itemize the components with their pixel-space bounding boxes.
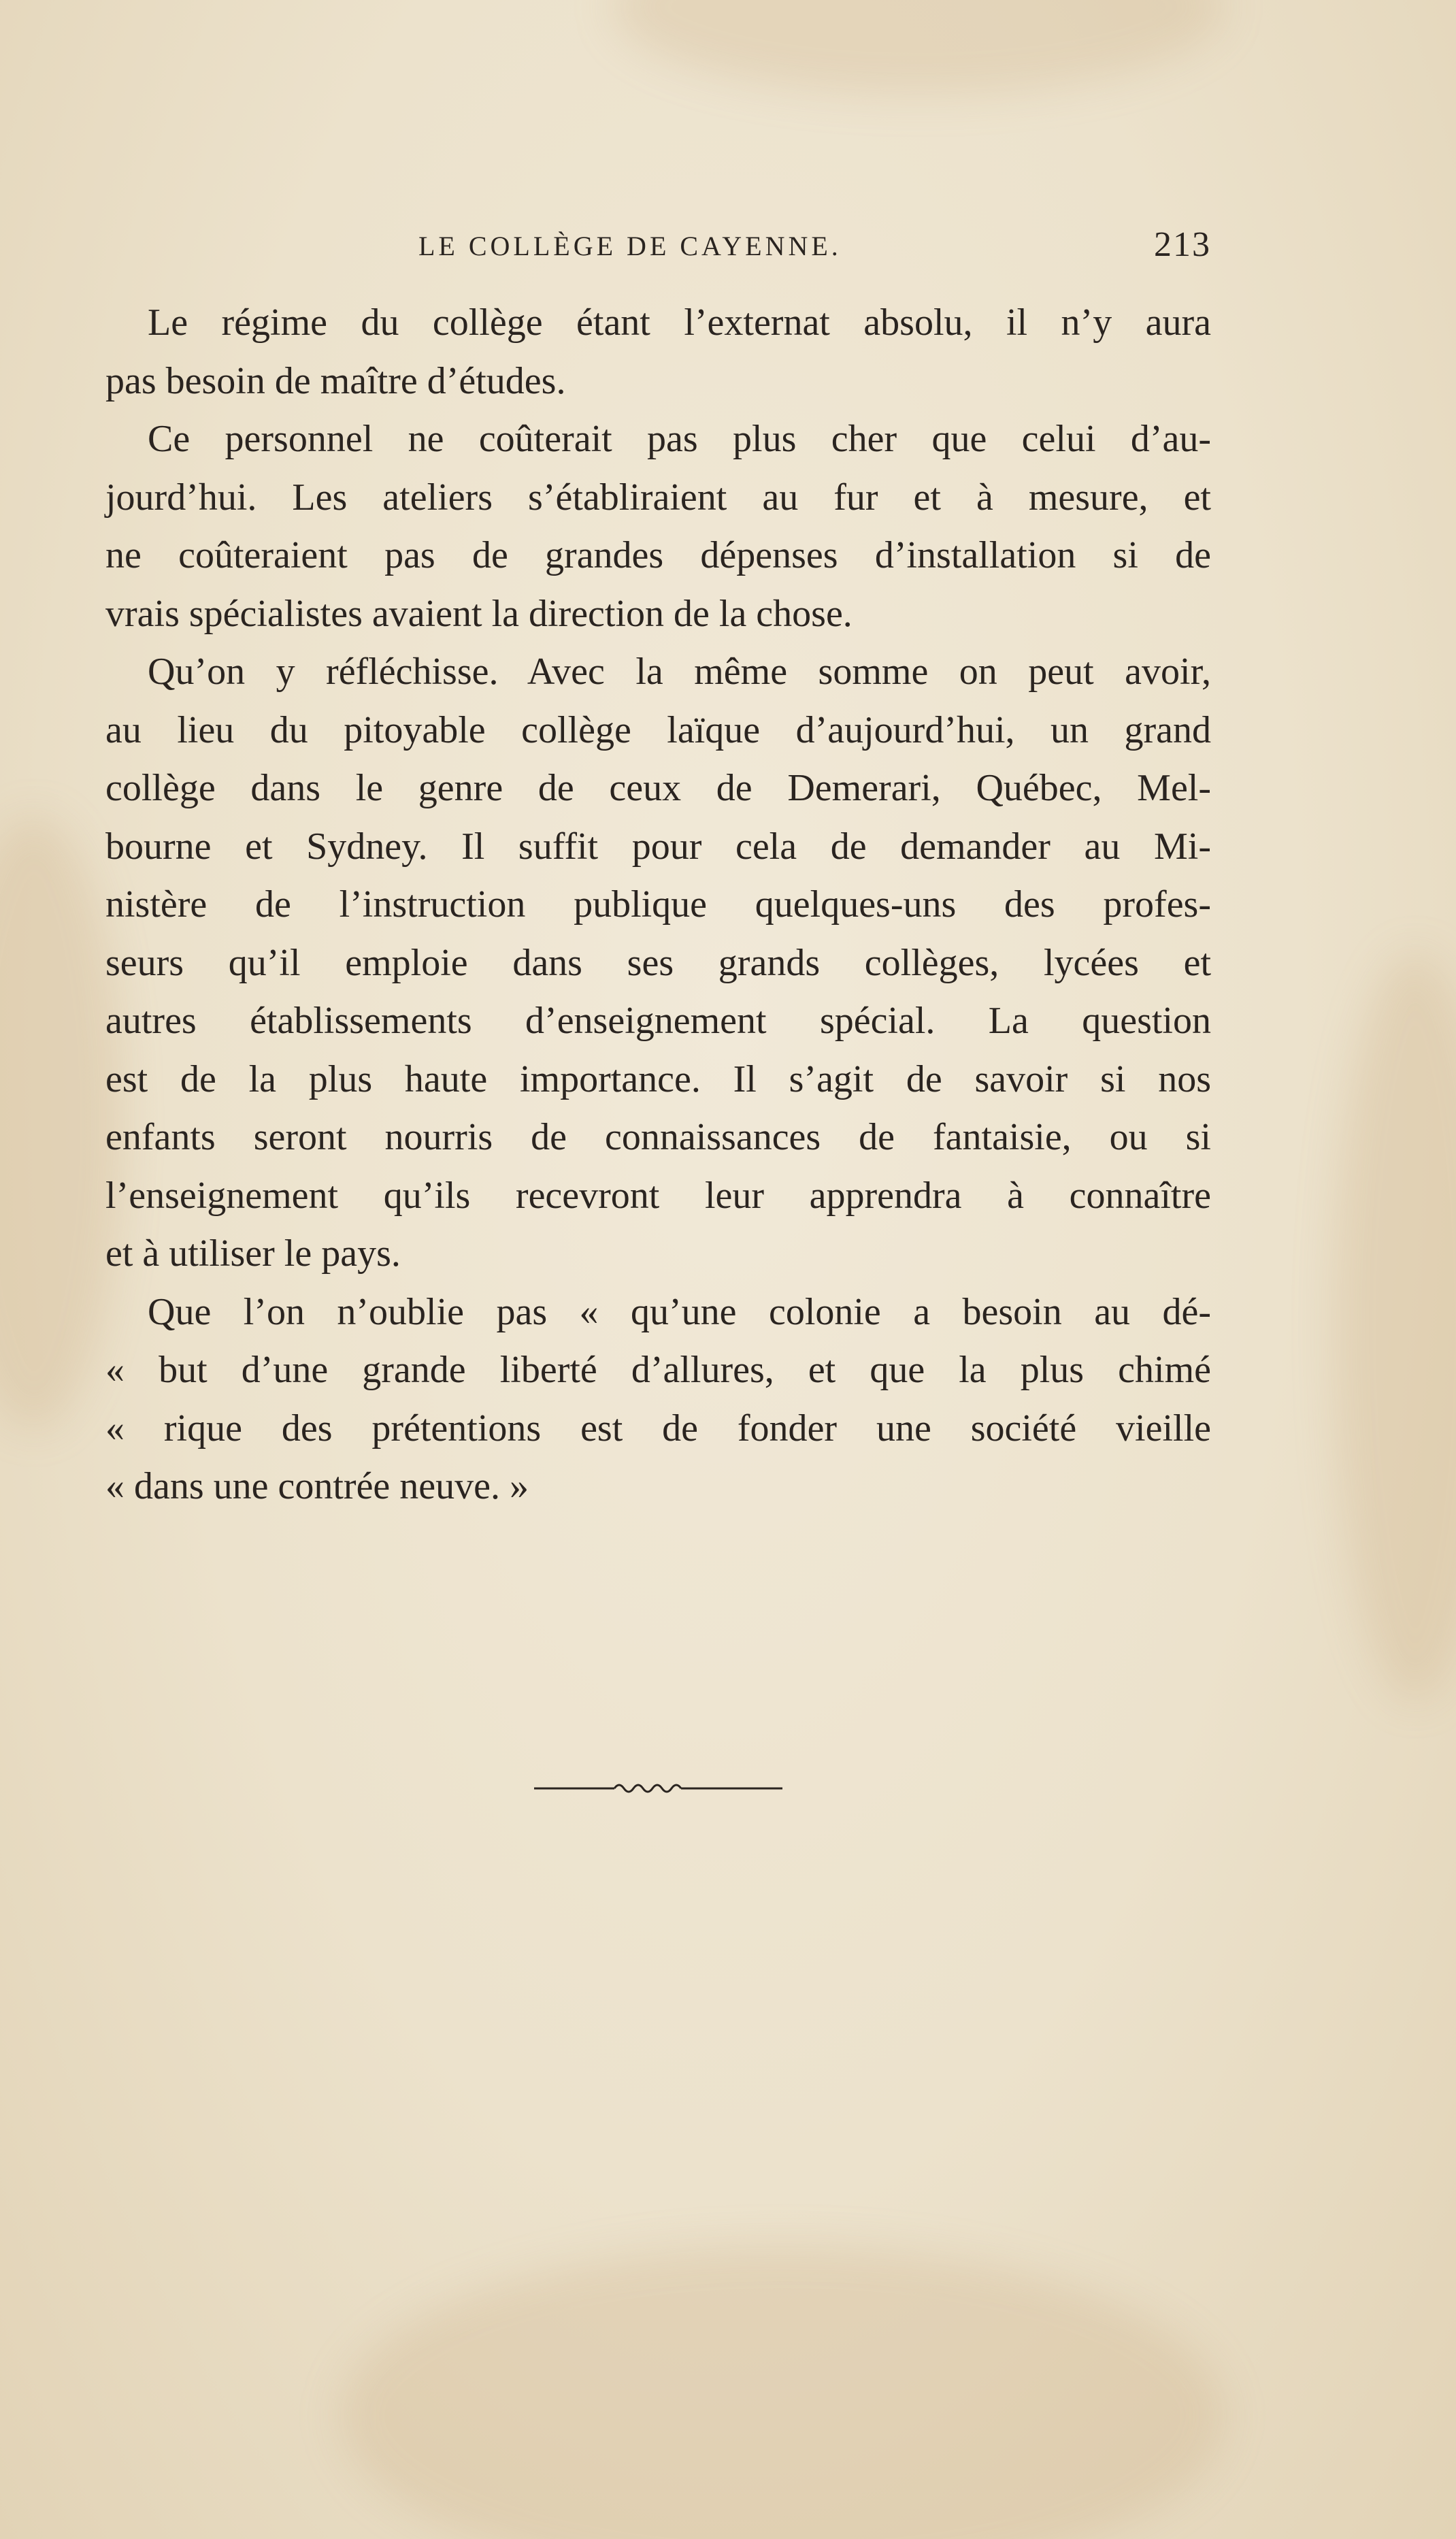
body-text	[105, 294, 1211, 1516]
text-line: ne coûteraient pas de grandes dépenses d’installation si de	[105, 534, 1211, 576]
text-line: vrais spécialistes avaient la direction de la chose.	[105, 592, 853, 635]
text-line: « dans une contrée neuve. »	[105, 1465, 529, 1507]
paper-stain	[1334, 953, 1456, 1701]
page-number: 213	[1154, 225, 1211, 264]
text-line: « but d’une grande liberté d’allures, et que la plus chimé	[105, 1349, 1211, 1391]
text-line: Qu’on y réfléchisse. Avec la même somme on peut avoir,	[148, 651, 1211, 693]
text-line: au lieu du pitoyable collège laïque d’aujourd’hui, un grand	[105, 708, 1211, 751]
text-line: Que l’on n’oublie pas « qu’une colonie a besoin au dé-	[148, 1290, 1211, 1333]
text-line: l’enseignement qu’ils recevront leur apprendra à connaître	[105, 1174, 1211, 1217]
text-line: et à utiliser le pays.	[105, 1232, 401, 1275]
paper-stain	[0, 817, 122, 1429]
text-line: bourne et Sydney. Il suffit pour cela de demander au Mi-	[105, 825, 1211, 868]
text-line: nistère de l’instruction publique quelques-uns des profes-	[105, 883, 1211, 925]
running-head	[418, 225, 1211, 272]
text-line: est de la plus haute importance. Il s’agit de savoir si nos	[105, 1058, 1211, 1100]
paper-stain	[340, 2246, 1225, 2539]
text-line: autres établissements d’enseignement spécial. La question	[105, 1000, 1211, 1042]
ornament-divider	[534, 1775, 782, 1802]
text-line: Ce personnel ne coûterait pas plus cher que celui d’au-	[148, 418, 1211, 460]
text-line: « rique des prétentions est de fonder une société vieille	[105, 1407, 1211, 1449]
text-line: pas besoin de maître d’études.	[105, 359, 566, 402]
text-line: collège dans le genre de ceux de Demerari, Québec, Mel-	[105, 767, 1211, 809]
text-line: Le régime du collège étant l’externat absolu, il n’y aura	[148, 301, 1211, 344]
paper-stain	[612, 0, 1225, 95]
text-line: enfants seront nourris de connaissances de fantaisie, ou si	[105, 1116, 1211, 1158]
text-line: seurs qu’il emploie dans ses grands collèges, lycées et	[105, 941, 1211, 984]
text-line: jourd’hui. Les ateliers s’établiraient au fur et à mesure, et	[105, 476, 1211, 519]
running-title: LE COLLÈGE DE CAYENNE.	[418, 231, 842, 261]
